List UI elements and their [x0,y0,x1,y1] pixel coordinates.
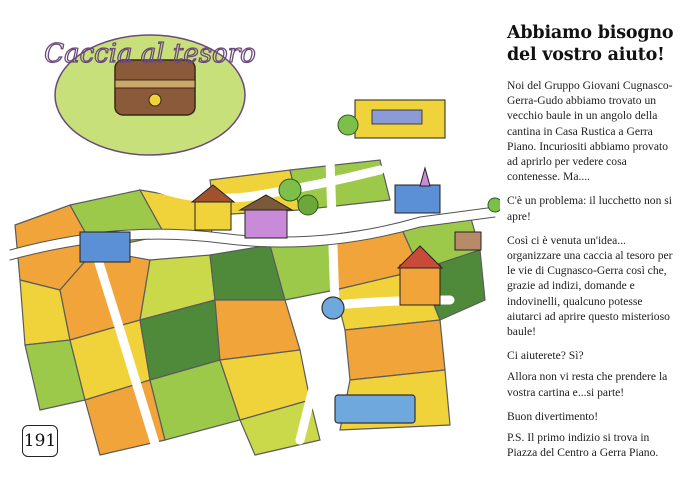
tree [279,179,301,201]
building-house [245,208,287,238]
paragraph-intro: Noi del Gruppo Giovani Cugnasco-Gerra-Gudo abbiamo trovato un vecchio baule in un angolo della cantina in Casa Rustica a Gerra Piano. Incuriositi abbiamo provato ad aprirlo per vedere cosa contenesse. Ma.... [507,79,673,184]
logo-lettering: Caccia al tesoro [44,39,256,69]
padlock [149,94,161,106]
paragraph-start: Allora non vi resta che prendere la vostra cartina e...si parte! [507,370,668,399]
paragraph-fun: Buon divertimento! [507,409,599,423]
paragraph-ps: P.S. Il primo indizio si trova in Piazza del Centro a Gerra Piano. [507,431,659,460]
paragraph-idea: Così ci è venuta un'idea... organizzare una caccia al tesoro per le vie di Cugnasco-Gerra così che, grazie ad indizi, domande e indovinelli, qualcuno potesse aiutarci ad aprire questo misterioso baule! [507,233,673,339]
text-column [507,22,675,469]
page-number: 191 [22,425,58,457]
building-blue [80,232,130,262]
building-church-blue [395,185,440,213]
tree [338,115,358,135]
page-heading [507,22,675,66]
suitcase [455,232,481,250]
building-church [400,265,440,305]
tree [298,195,318,215]
paragraph-question: Ci aiuterete? Sì? [507,349,584,363]
tree [488,198,500,212]
paragraph-problem: C'è un problema: il lucchetto non si apre! [507,194,673,223]
roundabout [322,297,344,319]
building-yellow [195,200,231,230]
heading-line-1: Abbiamo bisogno [507,23,674,43]
swimming-pool [335,395,415,423]
heading-line-2: del vostro aiuto! [507,45,665,65]
